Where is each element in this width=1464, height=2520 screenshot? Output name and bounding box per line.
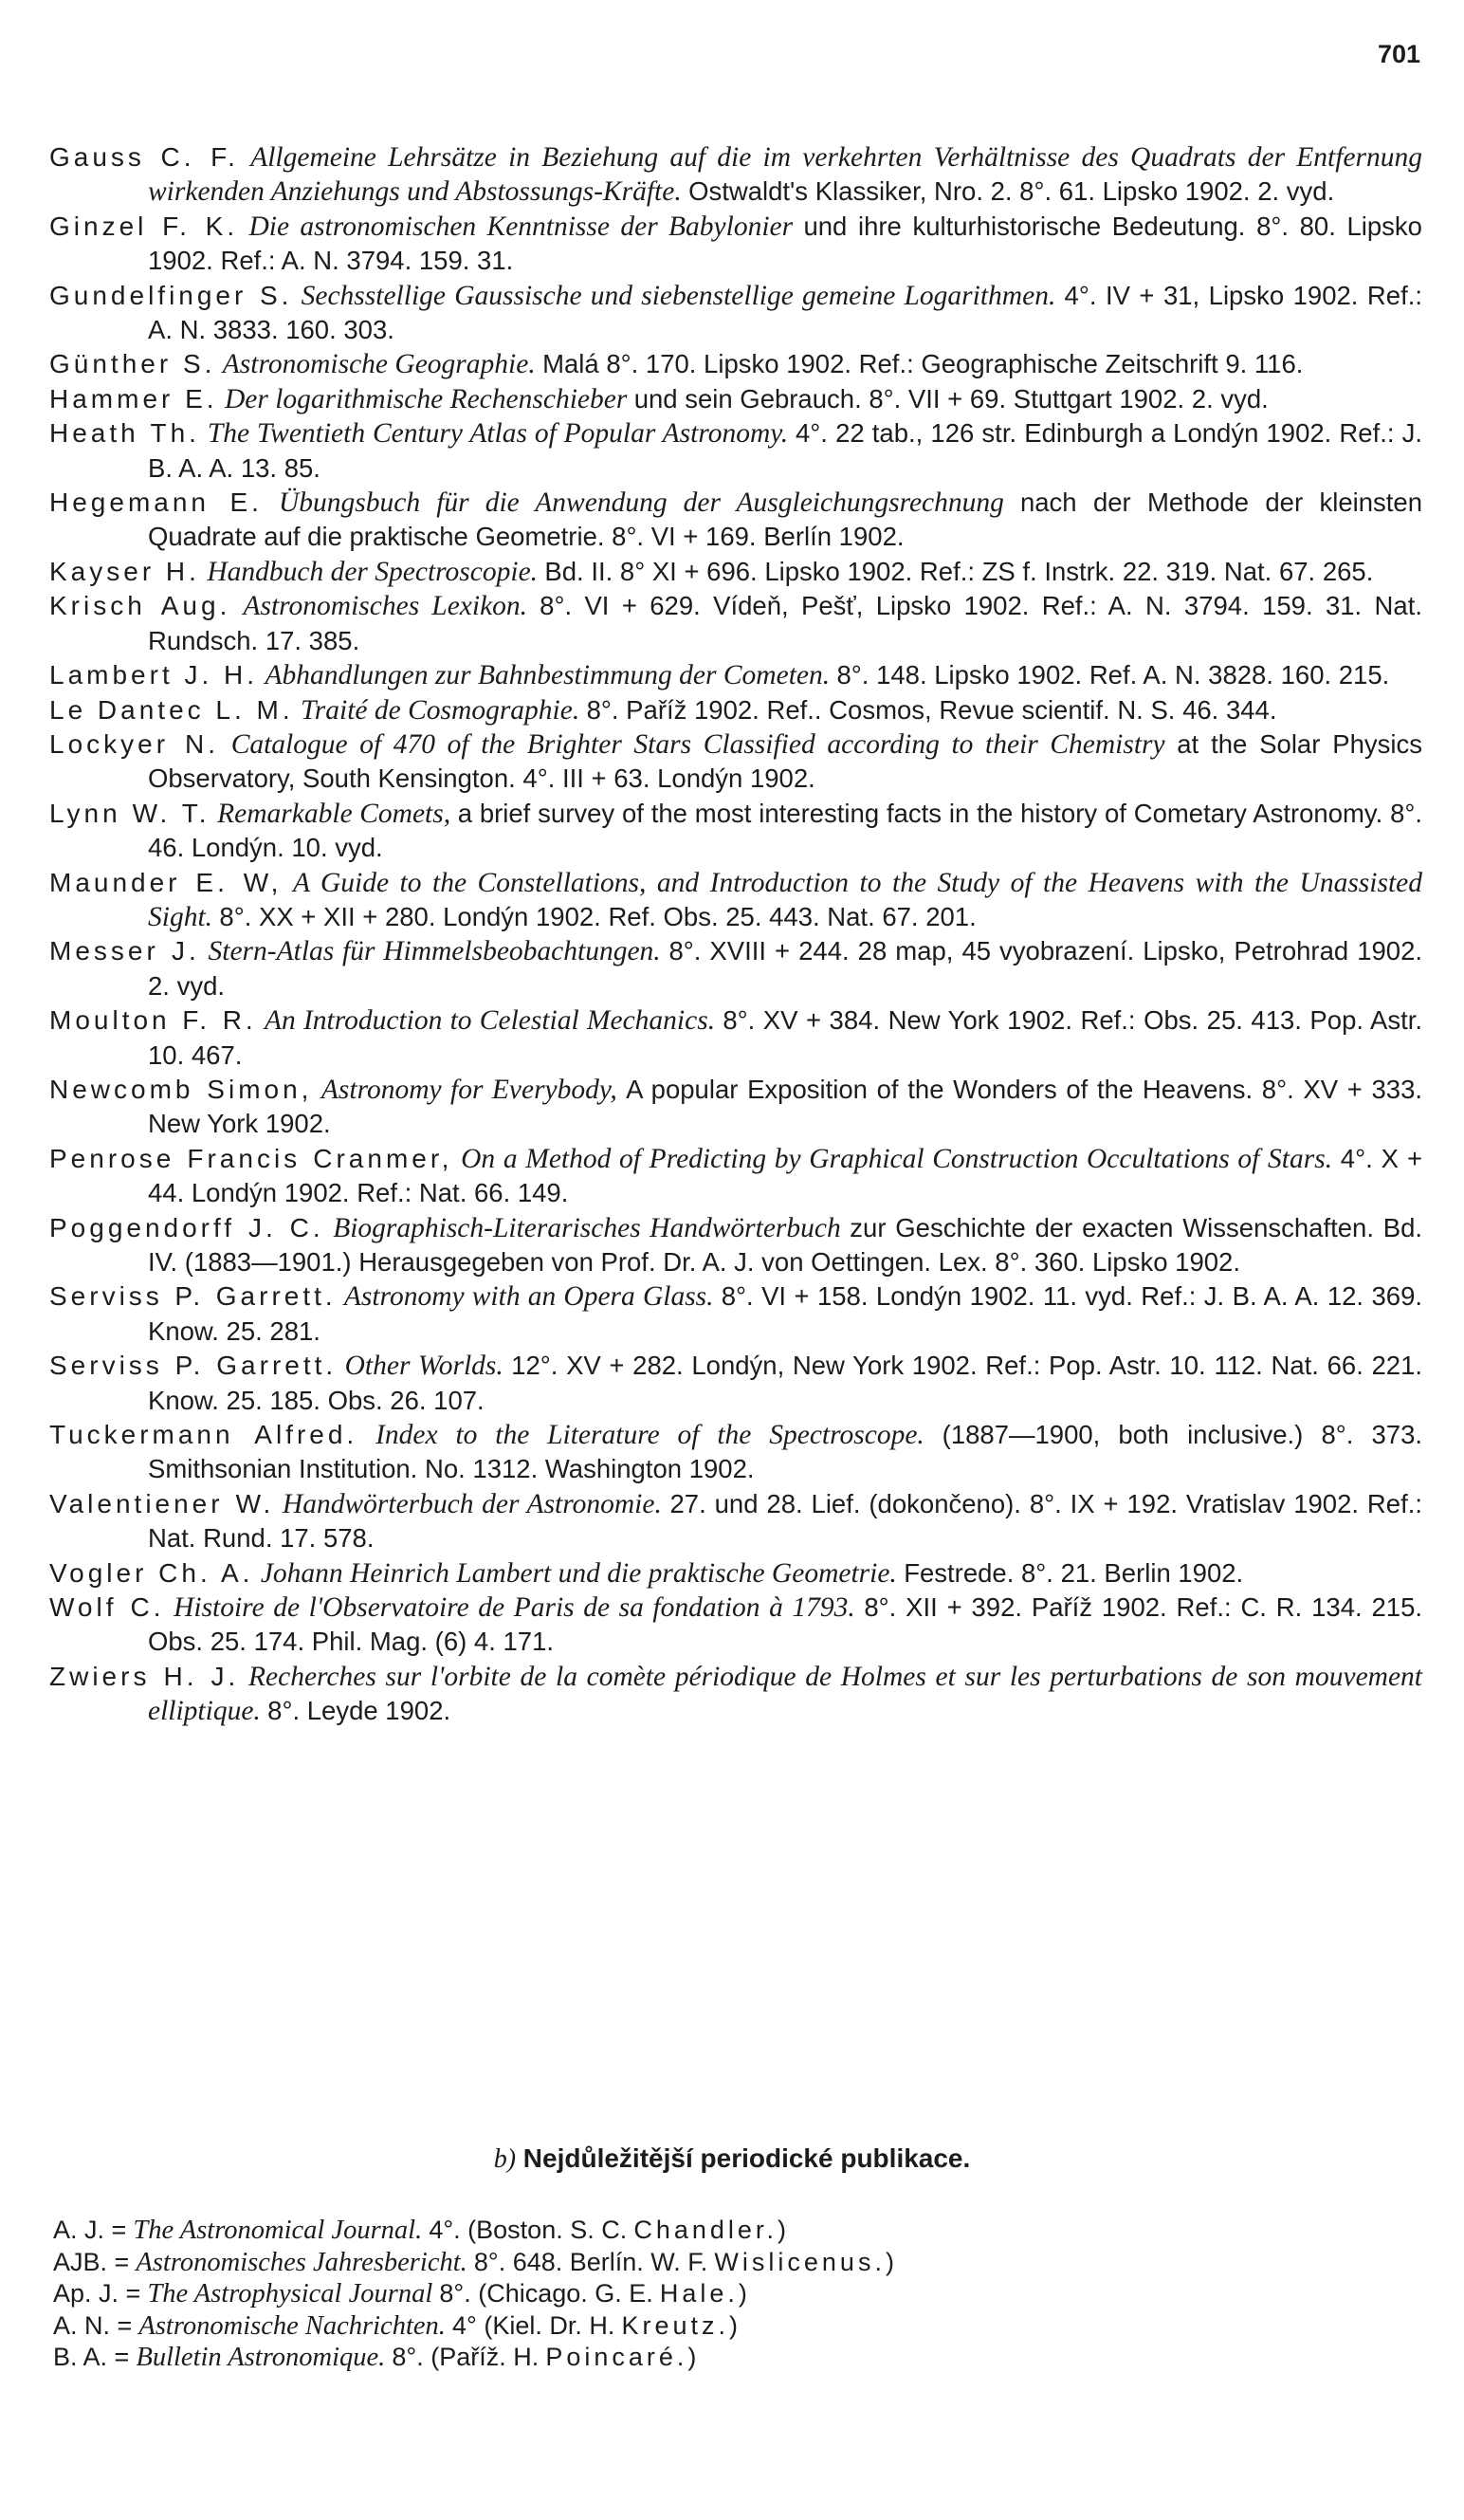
periodical-abbr: B. A. = <box>53 2343 130 2371</box>
entry-details: 8°. VI + 629. Vídeň, Pešť, Lipsko 1902. Ref.: A. N. 3794. 159. 31. Nat. Rundsch. 17. 385. <box>148 591 1422 655</box>
entry-title: Abhandlungen zur Bahnbestimmung der Cometen. <box>265 660 831 691</box>
entry-author: Maunder E. W, <box>49 867 283 897</box>
section-title: Nejdůležitější periodické publikace. <box>522 2143 971 2173</box>
entry-details: 8°. VI + 158. Londýn 1902. 11. vyd. Ref.: J. B. A. A. 12. 369. Know. 25. 281. <box>148 1281 1423 1346</box>
entry-details: 4°. IV + 31, Lipsko 1902. Ref.: A. N. 3833. 160. 303. <box>148 280 1422 345</box>
bib-entry <box>49 210 1422 279</box>
entry-title: The Twentieth Century Atlas of Popular Astronomy. <box>207 418 789 450</box>
periodicals-list <box>53 2215 1418 2374</box>
periodical-item <box>53 2247 1418 2279</box>
entry-details: und ihre kulturhistorische Bedeutung. 8°. 80. Lipsko 1902. Ref.: A. N. 3794. 159. 31. <box>148 211 1422 276</box>
entry-title: Astronomy with an Opera Glass. <box>343 1281 714 1313</box>
bib-entry <box>49 555 1422 589</box>
periodical-details: 8°. (Chicago. G. E. <box>439 2279 653 2308</box>
entry-title: On a Method of Predicting by Graphical Construction Occultations of Stars. <box>461 1143 1333 1174</box>
entry-title: Biographisch-Literarisches Handwörterbuch <box>333 1212 841 1243</box>
entry-title: Sechsstellige Gaussische und siebenstellige gemeine Logarithmen. <box>301 280 1056 311</box>
bib-entry <box>49 1349 1422 1418</box>
entry-author: Lynn W. T. <box>49 798 210 828</box>
entry-details: 8°. XVIII + 244. 28 map, 45 vyobrazení. Lipsko, Petrohrad 1902. 2. vyd. <box>148 936 1423 1001</box>
periodical-editor: Hale.) <box>659 2279 751 2308</box>
periodical-title: Astronomische Nachrichten. <box>138 2310 446 2341</box>
periodical-editor: Chandler.) <box>633 2216 790 2244</box>
entry-details: 8°. 148. Lipsko 1902. Ref. A. N. 3828. 160. 215. <box>836 660 1390 690</box>
entry-author: Penrose Francis Cranmer, <box>49 1143 453 1173</box>
entry-title: Other Worlds. <box>344 1351 503 1382</box>
periodical-item <box>53 2310 1418 2343</box>
periodical-editor: Wislicenus.) <box>714 2247 898 2276</box>
entry-title: Stern-Atlas für Himmelsbeobachtungen. <box>208 936 661 967</box>
entry-title: Handwörterbuch der Astronomie. <box>282 1488 662 1519</box>
entry-author: Ginzel F. K. <box>49 211 239 241</box>
bib-entry <box>49 1142 1422 1211</box>
entry-author: Kayser H. <box>49 556 200 586</box>
entry-details: 8°. XV + 384. New York 1902. Ref.: Obs. 25. 413. Pop. Astr. 10. 467. <box>148 1005 1423 1070</box>
bib-entry <box>49 693 1422 727</box>
bib-entry <box>49 486 1422 555</box>
section-marker: b) <box>493 2144 517 2174</box>
entry-author: Gundelfinger S. <box>49 280 293 310</box>
entry-details: (1887—1900, both inclusive.) 8°. 373. Smithsonian Institution. No. 1312. Washington 1902. <box>148 1420 1423 1484</box>
bib-entry <box>49 727 1422 797</box>
entry-author: Serviss P. Garrett. <box>49 1351 338 1381</box>
periodical-editor: Kreutz.) <box>621 2310 742 2340</box>
entry-author: Le Dantec L. M. <box>49 694 294 725</box>
entry-details: nach der Methode der kleinsten Quadrate auf die praktische Geometrie. 8°. VI + 169. Berlín 1902. <box>148 487 1423 552</box>
bib-entry <box>49 934 1422 1003</box>
entry-author: Valentiener W. <box>49 1488 275 1518</box>
bib-entry <box>49 1487 1422 1556</box>
bib-entry <box>49 279 1422 348</box>
periodical-details: 4° (Kiel. Dr. H. <box>452 2310 615 2340</box>
periodical-title: Bulletin Astronomique. <box>136 2343 386 2372</box>
bib-entry <box>49 589 1422 658</box>
page-number: 701 <box>1377 40 1420 68</box>
entry-title: Übungsbuch für die Anwendung der Ausgleichungsrechnung <box>279 487 1004 519</box>
entry-title: Astronomische Geographie. <box>222 349 536 380</box>
periodical-details: 4°. (Boston. S. C. <box>429 2216 628 2244</box>
periodical-item <box>53 2278 1418 2310</box>
bib-entry <box>49 797 1422 866</box>
periodical-title: The Astrophysical Journal <box>147 2279 433 2308</box>
entry-details: 8°. XX + XII + 280. Londýn 1902. Ref. Obs. 25. 443. Nat. 67. 201. <box>219 901 977 931</box>
entry-title: Index to the Literature of the Spectroscope. <box>375 1420 924 1451</box>
bib-entry <box>49 1073 1422 1142</box>
bib-entry <box>49 1591 1422 1660</box>
entry-details: 8°. Paříž 1902. Ref.. Cosmos, Revue scientif. N. S. 46. 344. <box>586 694 1277 725</box>
entry-title: Traité de Cosmographie. <box>301 694 580 726</box>
entry-author: Krisch Aug. <box>49 591 231 621</box>
bib-entry <box>49 866 1422 935</box>
entry-title: An Introduction to Celestial Mechanics. <box>264 1005 716 1037</box>
entry-title: Der logarithmische Rechenschieber <box>224 383 628 414</box>
periodical-details: 8°. 648. Berlín. W. F. <box>473 2247 708 2276</box>
entry-details: Festrede. 8°. 21. Berlin 1902. <box>904 1557 1244 1588</box>
entry-author: Hegemann E. <box>49 487 263 518</box>
entry-title: Handbuch der Spectroscopie. <box>207 556 539 587</box>
periodical-abbr: AJB. = <box>53 2247 130 2276</box>
periodical-details: 8°. (Paříž. H. <box>392 2343 540 2371</box>
entry-author: Tuckermann Alfred. <box>49 1420 358 1450</box>
entry-author: Wolf C. <box>49 1592 165 1623</box>
entry-author: Serviss P. Garrett. <box>49 1281 337 1312</box>
entry-details: 8°. XII + 392. Paříž 1902. Ref.: C. R. 134. 215. Obs. 25. 174. Phil. Mag. (6) 4. 171. <box>148 1592 1423 1657</box>
entry-author: Heath Th. <box>49 418 200 449</box>
entry-details: A popular Exposition of the Wonders of the Heavens. 8°. XV + 333. New York 1902. <box>148 1074 1423 1139</box>
entry-details: 8°. Leyde 1902. <box>267 1696 451 1726</box>
periodical-abbr: A. N. = <box>53 2310 133 2340</box>
bib-entry <box>49 140 1422 210</box>
entry-author: Gauss C. F. <box>49 142 239 172</box>
bib-entry <box>49 1211 1422 1280</box>
entry-title: Die astronomischen Kenntnisse der Babylonier <box>248 211 794 242</box>
entry-details: Ostwaldt's Klassiker, Nro. 2. 8°. 61. Lipsko 1902. 2. vyd. <box>688 176 1335 207</box>
entry-details: 27. und 28. Lief. (dokončeno). 8°. IX + 192. Vratislav 1902. Ref.: Nat. Rund. 17. 578. <box>148 1488 1423 1554</box>
entry-title: Catalogue of 470 of the Brighter Stars Classified according to their Chemistry <box>230 728 1165 760</box>
periodical-abbr: A. J. = <box>53 2216 127 2244</box>
periodical-title: The Astronomical Journal. <box>133 2216 423 2245</box>
bib-entry <box>49 1556 1422 1591</box>
entry-details: zur Geschichte der exacten Wissenschaften. Bd. IV. (1883—1901.) Herausgegeben von Prof. Dr. A. J. von Oettingen. Lex. 8°. 360. Lipsko 1902. <box>148 1212 1423 1277</box>
entry-details: at the Solar Physics Observatory, South Kensington. 4°. III + 63. Londýn 1902. <box>148 728 1423 794</box>
entry-author: Messer J. <box>49 936 200 966</box>
entry-author: Günther S. <box>49 349 216 379</box>
bib-entry <box>49 1660 1422 1729</box>
entry-title: Histoire de l'Observatoire de Paris de sa fondation à 1793. <box>174 1592 855 1624</box>
entry-title: Johann Heinrich Lambert und die praktische Geometrie. <box>260 1557 897 1589</box>
entry-title: Allgemeine Lehrsätze in Beziehung auf die im verkehrten Verhältnisse des Quadrats der Entfernung wirkenden Anziehungs und Abstossungs-Kräfte. <box>148 142 1423 208</box>
entry-details: 12°. XV + 282. Londýn, New York 1902. Ref.: Pop. Astr. 10. 112. Nat. 66. 221. Know. 25. 185. Obs. 26. 107. <box>148 1351 1423 1415</box>
bib-entry <box>49 658 1422 692</box>
periodical-abbr: Ap. J. = <box>53 2279 141 2308</box>
entry-author: Newcomb Simon, <box>49 1074 313 1104</box>
entry-author: Poggendorff J. C. <box>49 1212 324 1242</box>
entry-details: 4°. 22 tab., 126 str. Edinburgh a Londýn 1902. Ref.: J. B. A. A. 13. 85. <box>148 418 1423 483</box>
periodical-title: Astronomisches Jahresbericht. <box>136 2247 467 2277</box>
entry-title: Remarkable Comets, <box>217 798 451 829</box>
bib-entry <box>49 347 1422 381</box>
bib-entry <box>49 1003 1422 1073</box>
entry-title: Astronomy for Everybody, <box>320 1074 617 1105</box>
entry-details: a brief survey of the most interesting facts in the history of Cometary Astronomy. 8°. 46. Londýn. 10. vyd. <box>148 798 1423 863</box>
entry-author: Moulton F. R. <box>49 1005 257 1036</box>
bib-entry <box>49 1279 1422 1349</box>
entry-author: Lockyer N. <box>49 728 220 759</box>
bib-entry <box>49 382 1422 416</box>
entry-title: Astronomisches Lexikon. <box>243 591 528 622</box>
entry-author: Hammer E. <box>49 383 218 414</box>
entry-details: und sein Gebrauch. 8°. VII + 69. Stuttgart 1902. 2. vyd. <box>633 383 1269 414</box>
entry-author: Vogler Ch. A. <box>49 1557 254 1588</box>
periodical-item <box>53 2215 1418 2247</box>
entry-details: Bd. II. 8° XI + 696. Lipsko 1902. Ref.: ZS f. Instrk. 22. 319. Nat. 67. 265. <box>544 556 1374 586</box>
entry-author: Zwiers H. J. <box>49 1661 240 1691</box>
entry-details: 4°. X + 44. Londýn 1902. Ref.: Nat. 66. 149. <box>148 1143 1423 1208</box>
bib-entry <box>49 416 1422 486</box>
entry-details: Malá 8°. 170. Lipsko 1902. Ref.: Geographische Zeitschrift 9. 116. <box>542 349 1304 379</box>
periodical-item <box>53 2342 1418 2374</box>
section-heading <box>0 2143 1464 2175</box>
bib-entry <box>49 1418 1422 1487</box>
periodical-editor: Poincaré.) <box>545 2343 701 2371</box>
entry-title: Recherches sur l'orbite de la comète périodique de Holmes et sur les perturbations de son mouvement elliptique. <box>148 1661 1423 1727</box>
entry-author: Lambert J. H. <box>49 660 259 690</box>
bibliography-list <box>49 140 1422 1729</box>
entry-title: A Guide to the Constellations, and Introduction to the Study of the Heavens with the Unassisted Sight. <box>148 867 1423 932</box>
